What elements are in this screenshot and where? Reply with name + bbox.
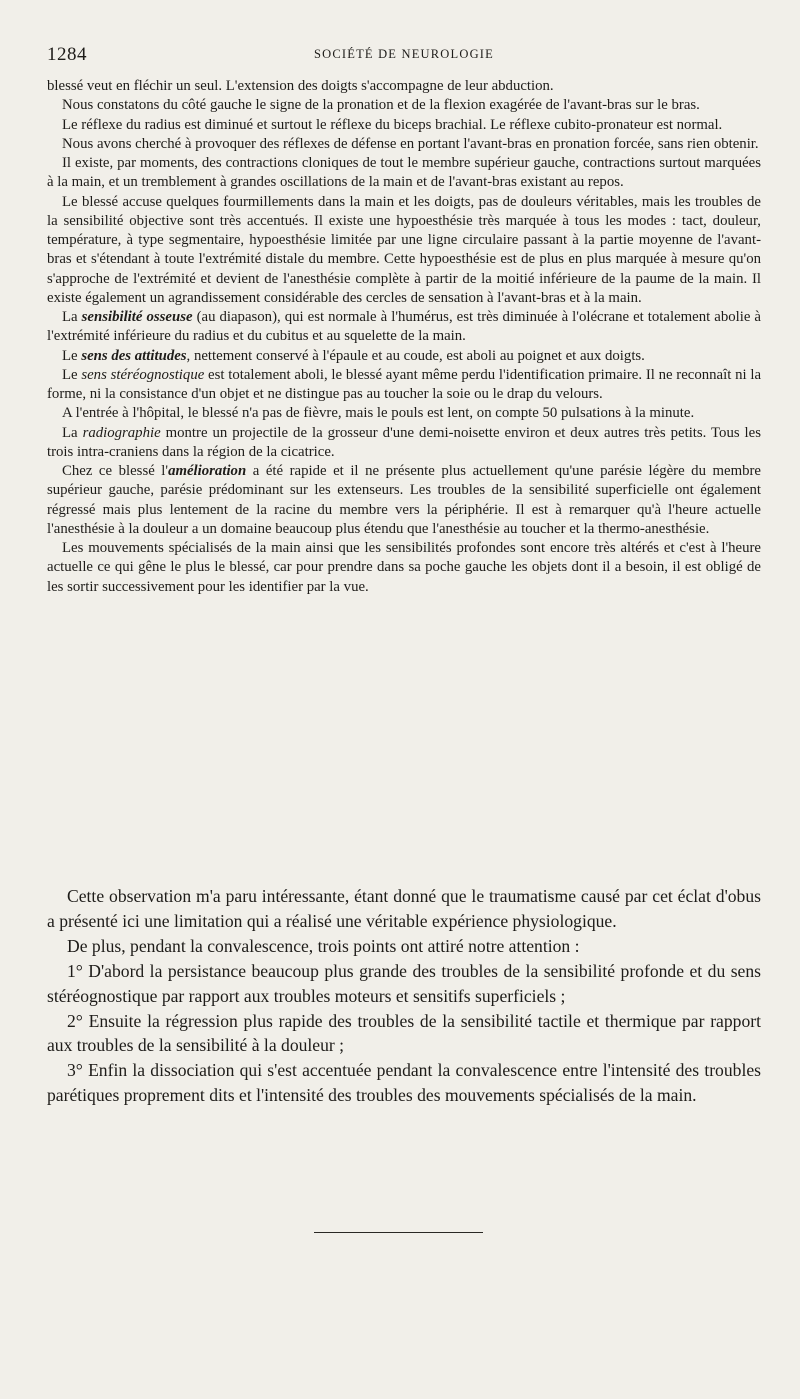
paragraph-text: Le — [62, 347, 82, 364]
paragraph: 3° Enfin la dissociation qui s'est accentuée pendant la convalescence entre l'intensité des troubles parétiques proprement dits et l'intensité des troubles des mouvements spécialisés de la main. — [47, 1060, 761, 1106]
paragraph: Nous constatons du côté gauche le signe de la pronation et de la flexion exagérée de l'avant-bras sur le bras. — [62, 97, 700, 114]
paragraph: blessé veut en fléchir un seul. L'extension des doigts s'accompagne de leur abduction. — [47, 78, 554, 94]
paragraph: 1° D'abord la persistance beaucoup plus grande des troubles de la sensibilité profonde et du sens stéréognostique par rapport aux troubles moteurs et sensitifs superficiels ; — [47, 960, 761, 1006]
paragraph-text: La — [62, 309, 82, 325]
paragraph-text: (au diapason), qui est normale à l'humérus, est très diminuée à l'olécrane et totalement abolie à l'extrémité inférieure du radius et du cubitus et au squelette de la main. — [47, 309, 762, 345]
paragraph-attitudes — [47, 347, 761, 366]
paragraph-bone-sensitivity — [47, 308, 761, 347]
paragraph-improvement — [47, 462, 761, 539]
case-report-text — [47, 77, 761, 597]
paragraph: Les mouvements spécialisés de la main ainsi que les sensibilités profondes sont encore très altérés et c'est à l'heure actuelle ce qui gêne le plus le blessé, car pour prendre dans sa poche gauche les objets dont il a besoin, il est obligé de les sortir successivement pour les identifier par la vue. — [47, 540, 761, 595]
paragraph: Le blessé accuse quelques fourmillements dans la main et les doigts, pas de douleurs véritables, mais les troubles de la sensibilité objective sont très accentués. Il existe une hypoesthésie très marquée à tous les modes : tact, douleur, température, à type segmentaire, hypoesthésie limitée par une ligne circulaire passant à la partie moyenne de l'avant-bras et s'étendant à toute l'extrémité distale du membre. Cette hypoesthésie est de plus en plus marquée à mesure qu'on s'approche de l'extrémité et devient de l'anesthésie complète à partir de la moitié inférieure de la paume de la main. Il existe également un agrandissement considérable des cercles de sensation à l'avant-bras et à la main. — [47, 193, 761, 306]
emphasis-term: sens stéréognostique — [81, 366, 205, 383]
paragraph: A l'entrée à l'hôpital, le blessé n'a pas de fièvre, mais le pouls est lent, on compte 50 pulsations à la minute. — [62, 405, 695, 422]
running-head: SOCIÉTÉ DE NEUROLOGIE — [313, 47, 495, 61]
emphasis-term: amélioration — [168, 463, 247, 479]
paragraph-text: , nettement conservé à l'épaule et au coude, est aboli au poignet et aux doigts. — [186, 347, 645, 364]
paragraph: Nous avons cherché à provoquer des réflexes de défense en portant l'avant-bras en pronation forcée, sans rien obtenir. — [62, 135, 759, 152]
emphasis-term: radiographie — [82, 424, 161, 441]
paragraph: 2° Ensuite la régression plus rapide des troubles de la sensibilité tactile et thermique par rapport aux troubles de la sensibilité à la douleur ; — [47, 1010, 761, 1056]
paragraph: Il existe, par moments, des contractions cloniques de tout le membre supérieur gauche, contractions surtout marquées à la main, et un tremblement à grandes oscillations de la main et de l'avant-bras existant au repos. — [47, 155, 761, 191]
paragraph-text: La — [62, 424, 83, 441]
section-end-rule — [314, 1232, 483, 1233]
paragraph-radiography — [47, 424, 761, 463]
paragraph-text: Chez ce blessé l' — [62, 463, 169, 479]
emphasis-term: sensibilité osseuse — [81, 309, 193, 325]
page-header — [47, 44, 761, 66]
conclusion-text — [47, 884, 761, 1108]
paragraph: Cette observation m'a paru intéressante, étant donné que le traumatisme causé par cet éclat d'obus a présenté ici une limitation qui a réalisé une véritable expérience physiologique. — [47, 886, 761, 931]
paragraph-stereognosis — [47, 366, 761, 405]
paragraph-text: montre un projectile de la grosseur d'une demi-noisette environ et deux autres très petits. Tous les trois intra-craniens dans la région de la cicatrice. — [47, 424, 761, 460]
paragraph: Le réflexe du radius est diminué et surtout le réflexe du biceps brachial. Le réflexe cubito-pronateur est normal. — [62, 116, 723, 133]
page-number: 1284 — [47, 44, 87, 65]
paragraph-text: a été rapide et il ne présente plus actuellement qu'une parésie légère du membre supérieur gauche, parésie prédominant sur les extenseurs. Les troubles de la sensibilité superficielle ont également régressé mais plus lentement de la racine du membre vers la périphérie. Il est à remarquer qu'à l'heure actuelle l'anesthésie à la douleur a un domaine beaucoup plus étendu que l'anesthésie au toucher et la thermo-anesthésie. — [47, 463, 761, 537]
paragraph: De plus, pendant la convalescence, trois points ont attiré notre attention : — [67, 935, 580, 956]
paragraph-text: Le — [62, 366, 82, 383]
emphasis-term: sens des attitudes — [81, 347, 187, 364]
paragraph-text: est totalement aboli, le blessé ayant même perdu l'identification primaire. Il ne reconnaît ni la forme, ni la consistance d'un objet et ne distingue pas au toucher la soie ou le drap du velours. — [47, 366, 762, 402]
